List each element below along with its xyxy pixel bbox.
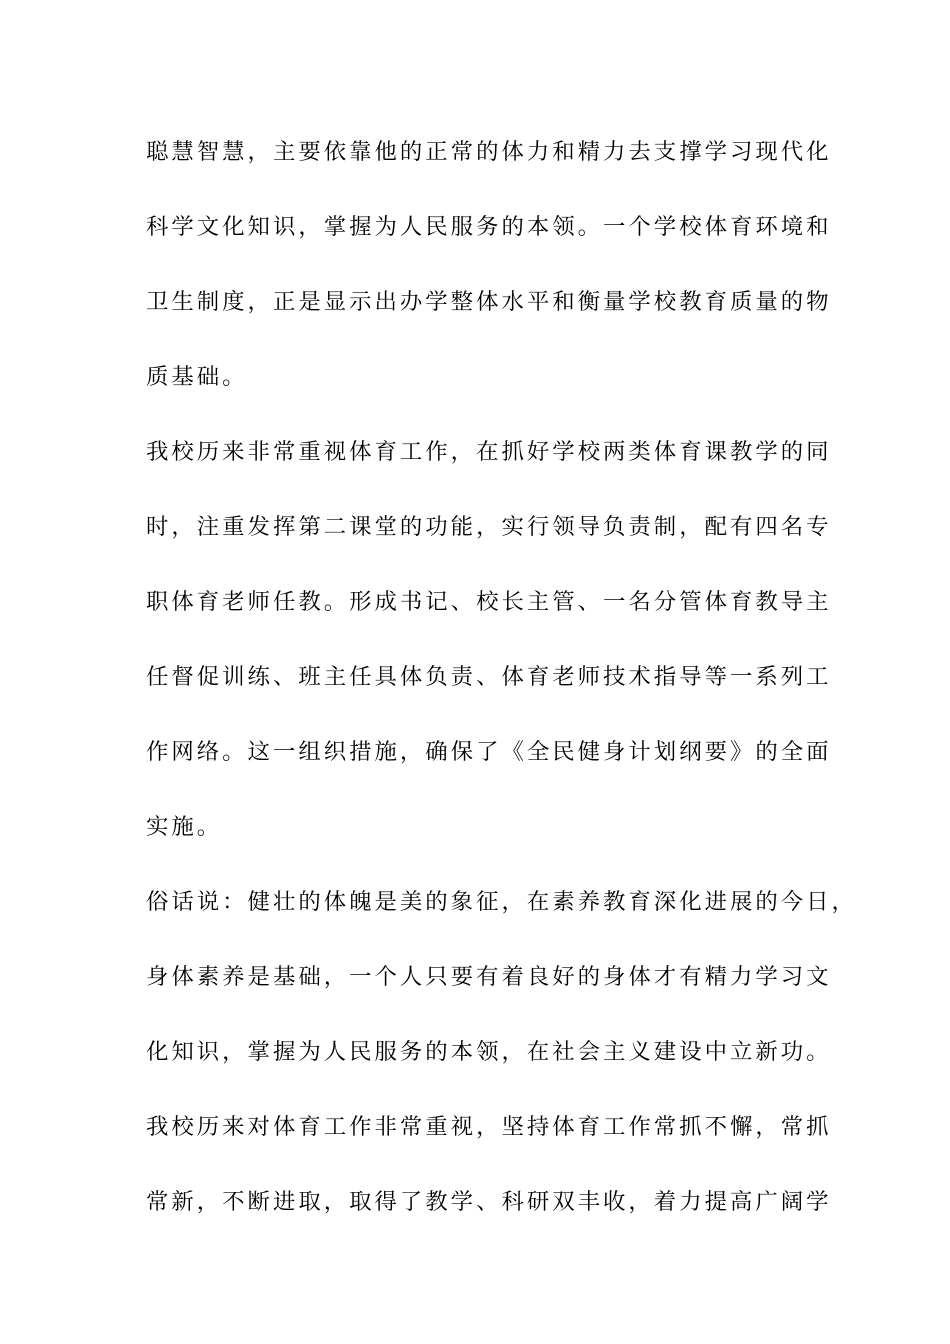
text-line: 科学文化知识，掌握为人民服务的本领。一个学校体育环境和 bbox=[146, 214, 832, 240]
text-line: 身体素养是基础，一个人只要有着良好的身体才有精力学习文 bbox=[146, 964, 832, 990]
text-line: 化知识，掌握为人民服务的本领，在社会主义建设中立新功。 bbox=[146, 1039, 832, 1065]
text-line: 聪慧智慧，主要依靠他的正常的体力和精力去支撑学习现代化 bbox=[146, 139, 832, 165]
text-line: 时，注重发挥第二课堂的功能，实行领导负责制，配有四名专 bbox=[146, 514, 832, 540]
text-line: 任督促训练、班主任具体负责、体育老师技术指导等一系列工 bbox=[146, 664, 832, 690]
text-line: 实施。 bbox=[146, 814, 223, 840]
text-line: 我校历来非常重视体育工作，在抓好学校两类体育课教学的同 bbox=[146, 439, 832, 465]
text-line: 质基础。 bbox=[146, 364, 248, 390]
text-line: 俗话说：健壮的体魄是美的象征，在素养教育深化进展的今日， bbox=[146, 889, 857, 915]
text-line: 职体育老师任教。形成书记、校长主管、一名分管体育教导主 bbox=[146, 589, 832, 615]
text-line: 卫生制度，正是显示出办学整体水平和衡量学校教育质量的物 bbox=[146, 289, 832, 315]
text-line: 我校历来对体育工作非常重视，坚持体育工作常抓不懈，常抓 bbox=[146, 1114, 832, 1140]
text-line: 作网络。这一组织措施，确保了《全民健身计划纲要》的全面 bbox=[146, 739, 832, 765]
text-line: 常新，不断进取，取得了教学、科研双丰收，着力提高广阔学 bbox=[146, 1189, 832, 1215]
